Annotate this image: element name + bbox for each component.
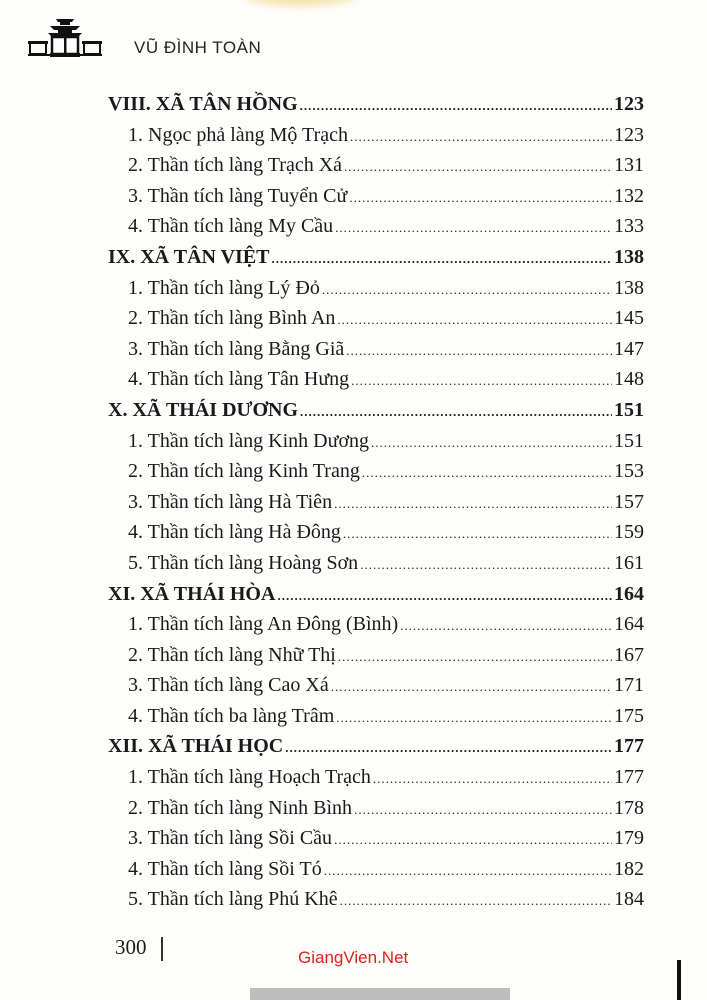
toc-entry xyxy=(108,644,644,675)
toc-title: 4. Thần tích làng My Cầu xyxy=(128,215,334,238)
page-number-divider xyxy=(161,937,163,961)
toc-page-number: 182 xyxy=(614,857,644,880)
toc-leader-dots xyxy=(371,435,612,451)
running-header-author: VŨ ĐÌNH TOÀN xyxy=(134,38,262,57)
toc-title: 2. Thần tích làng Ninh Bình xyxy=(128,796,353,819)
watermark: GiangVien.Net xyxy=(298,948,409,967)
table-of-contents xyxy=(108,93,644,919)
toc-leader-dots xyxy=(400,618,612,634)
toc-entry xyxy=(108,430,644,461)
toc-title: 1. Thần tích làng Hoạch Trạch xyxy=(128,766,371,789)
toc-leader-dots xyxy=(334,496,612,512)
toc-entry xyxy=(108,154,644,185)
toc-entry xyxy=(108,766,644,797)
toc-leader-dots xyxy=(285,740,612,756)
toc-leader-dots xyxy=(343,526,612,542)
toc-title: 2. Thần tích làng Nhữ Thị xyxy=(128,643,336,666)
toc-entry xyxy=(108,307,644,338)
toc-page-number: 161 xyxy=(614,551,644,574)
toc-leader-dots xyxy=(335,220,612,236)
toc-leader-dots xyxy=(324,863,612,879)
toc-title: X. XÃ THÁI DƯƠNG xyxy=(108,398,299,421)
toc-page-number: 157 xyxy=(614,490,644,513)
toc-leader-dots xyxy=(334,832,612,848)
toc-leader-dots xyxy=(331,679,612,695)
toc-leader-dots xyxy=(322,282,612,298)
toc-page-number: 164 xyxy=(614,613,644,636)
toc-page-number: 179 xyxy=(614,827,644,850)
toc-page-number: 184 xyxy=(614,888,644,911)
toc-title: 5. Thần tích làng Hoàng Sơn xyxy=(128,551,359,574)
page-edge-bottom xyxy=(250,988,510,1000)
toc-title: 3. Thần tích làng Sồi Cầu xyxy=(128,827,333,850)
toc-title: VIII. XÃ TÂN HỒNG xyxy=(108,93,298,115)
toc-page-number: 175 xyxy=(614,704,644,727)
toc-title: 1. Ngọc phả làng Mộ Trạch xyxy=(128,123,348,146)
toc-entry xyxy=(108,215,644,246)
toc-leader-dots xyxy=(346,343,612,359)
toc-page-number: 145 xyxy=(614,307,644,330)
toc-page-number: 164 xyxy=(614,582,644,605)
toc-page-number: 177 xyxy=(614,766,644,789)
toc-entry xyxy=(108,827,644,858)
toc-title: 3. Thần tích làng Hà Tiên xyxy=(128,490,333,513)
pagoda-icon xyxy=(26,18,104,58)
toc-leader-dots xyxy=(349,190,612,206)
toc-title: 3. Thần tích làng Tuyển Cử xyxy=(128,184,348,207)
toc-title: 2. Thần tích làng Bình An xyxy=(128,307,336,330)
toc-section-heading xyxy=(108,735,644,766)
toc-page-number: 138 xyxy=(614,276,644,299)
toc-title: 4. Thần tích làng Tân Hưng xyxy=(128,368,350,391)
toc-entry xyxy=(108,552,644,583)
toc-page-number: 123 xyxy=(614,93,644,115)
toc-page-number: 148 xyxy=(614,368,644,391)
toc-title: 4. Thần tích ba làng Trâm xyxy=(128,704,335,727)
page-number: 300 xyxy=(115,935,147,959)
toc-title: 2. Thần tích làng Trạch Xá xyxy=(128,154,343,177)
toc-page-number: 178 xyxy=(614,796,644,819)
toc-section-heading xyxy=(108,246,644,277)
toc-page-number: 159 xyxy=(614,521,644,544)
toc-page-number: 153 xyxy=(614,460,644,483)
toc-page-number: 138 xyxy=(614,245,644,268)
toc-entry xyxy=(108,613,644,644)
toc-title: 4. Thần tích làng Sồi Tó xyxy=(128,857,322,880)
page-smudge xyxy=(240,0,360,6)
toc-page-number: 131 xyxy=(614,154,644,177)
toc-entry xyxy=(108,797,644,828)
toc-section-heading xyxy=(108,399,644,430)
toc-entry xyxy=(108,124,644,155)
toc-entry xyxy=(108,460,644,491)
toc-title: XI. XÃ THÁI HÒA xyxy=(108,582,276,605)
toc-leader-dots xyxy=(354,802,612,818)
toc-title: XII. XÃ THÁI HỌC xyxy=(108,735,284,758)
toc-page-number: 123 xyxy=(614,123,644,146)
toc-entry xyxy=(108,858,644,889)
toc-leader-dots xyxy=(338,649,612,665)
toc-title: 5. Thần tích làng Phú Khê xyxy=(128,888,338,911)
toc-entry xyxy=(108,521,644,552)
toc-entry xyxy=(108,491,644,522)
toc-entry xyxy=(108,368,644,399)
page-edge xyxy=(677,960,681,1000)
toc-title: 3. Thần tích làng Bằng Giã xyxy=(128,337,345,360)
toc-page-number: 133 xyxy=(614,215,644,238)
toc-title: 1. Thần tích làng Lý Đỏ xyxy=(128,276,320,299)
toc-leader-dots xyxy=(360,557,612,573)
toc-leader-dots xyxy=(300,98,612,114)
toc-entry xyxy=(108,888,644,919)
toc-title: 3. Thần tích làng Cao Xá xyxy=(128,674,329,697)
toc-title: 2. Thần tích làng Kinh Trang xyxy=(128,460,360,483)
toc-title: 4. Thần tích làng Hà Đông xyxy=(128,521,341,544)
toc-entry xyxy=(108,338,644,369)
toc-page-number: 151 xyxy=(614,398,644,421)
toc-leader-dots xyxy=(300,404,612,420)
toc-section-heading xyxy=(108,583,644,614)
toc-entry xyxy=(108,705,644,736)
toc-page-number: 167 xyxy=(614,643,644,666)
toc-leader-dots xyxy=(277,588,612,604)
toc-leader-dots xyxy=(344,159,612,175)
toc-leader-dots xyxy=(336,710,612,726)
toc-leader-dots xyxy=(350,129,612,145)
toc-title: IX. XÃ TÂN VIỆT xyxy=(108,245,270,268)
toc-entry xyxy=(108,277,644,308)
toc-leader-dots xyxy=(340,893,612,909)
toc-page-number: 132 xyxy=(614,184,644,207)
toc-page-number: 177 xyxy=(614,735,644,758)
toc-leader-dots xyxy=(272,251,612,267)
toc-section-heading xyxy=(108,93,644,124)
toc-leader-dots xyxy=(373,771,612,787)
toc-entry xyxy=(108,674,644,705)
toc-page-number: 171 xyxy=(614,674,644,697)
toc-entry xyxy=(108,185,644,216)
toc-leader-dots xyxy=(337,312,612,328)
toc-leader-dots xyxy=(351,373,612,389)
toc-page-number: 147 xyxy=(614,337,644,360)
toc-title: 1. Thần tích làng An Đông (Bình) xyxy=(128,613,399,636)
toc-title: 1. Thần tích làng Kinh Dương xyxy=(128,429,370,452)
toc-page-number: 151 xyxy=(614,429,644,452)
toc-leader-dots xyxy=(362,465,612,481)
